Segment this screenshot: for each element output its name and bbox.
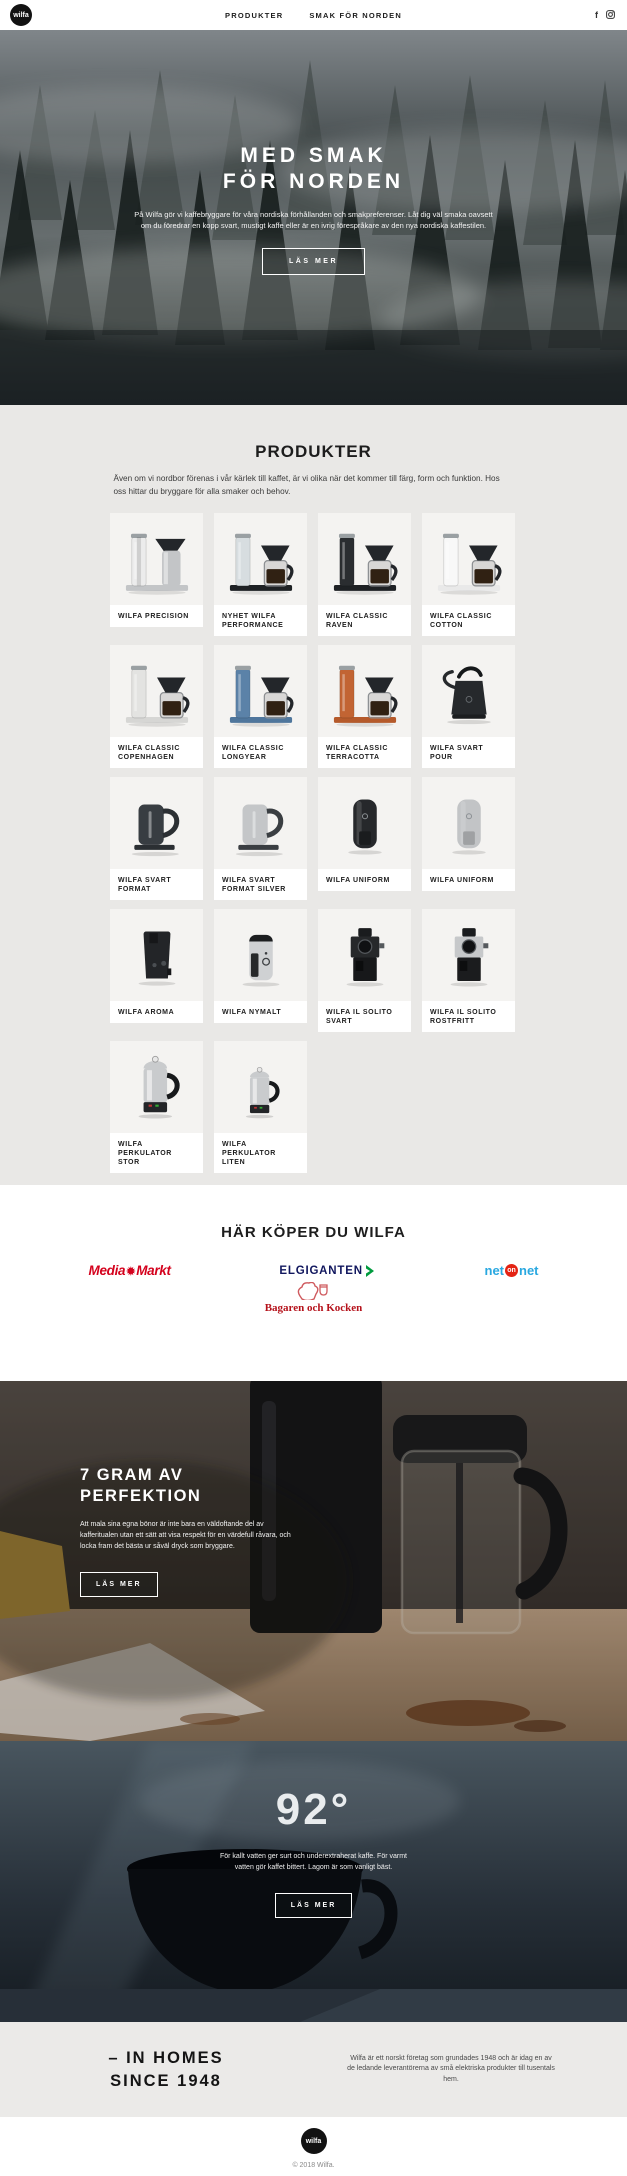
product-image <box>422 909 515 1001</box>
retailer-logo-row-2 <box>0 1282 627 1314</box>
temperature-body-text: För kallt vatten ger surt och underextraherat kaffe. För varmt vatten gör kaffet bittert. Lagom är som vanligt bäst. <box>219 1853 407 1871</box>
mediamarkt-flower-icon: ✹ <box>126 1266 136 1278</box>
product-card[interactable] <box>422 777 515 900</box>
product-image <box>110 909 203 1001</box>
product-name: WILFA NYMALT <box>214 1001 307 1023</box>
hero-read-more-button[interactable]: LÄS MER <box>262 248 365 275</box>
product-card[interactable] <box>214 777 307 900</box>
product-name: WILFA CLASSIC COPENHAGEN <box>110 737 203 768</box>
facebook-icon[interactable]: f <box>595 10 598 20</box>
product-card[interactable] <box>318 645 411 768</box>
product-card[interactable] <box>110 909 203 1032</box>
seven-gram-content <box>80 1465 310 1597</box>
temperature-section <box>0 1741 627 2022</box>
product-image <box>318 909 411 1001</box>
product-card[interactable] <box>318 777 411 900</box>
product-image <box>422 513 515 605</box>
product-name: WILFA CLASSIC COTTON <box>422 605 515 636</box>
product-image <box>110 513 203 605</box>
product-card[interactable] <box>110 645 203 768</box>
site-footer <box>0 2117 627 2176</box>
product-name: WILFA SVART POUR <box>422 737 515 768</box>
product-name: WILFA PERKULATOR LITEN <box>214 1133 307 1173</box>
since-1948-section <box>0 2022 627 2117</box>
product-name: WILFA SVART FORMAT SILVER <box>214 869 307 900</box>
product-image <box>214 909 307 1001</box>
wilfa-logo[interactable]: wilfa <box>10 4 32 26</box>
retailer-logo-row <box>89 1263 539 1278</box>
site-header <box>0 0 627 30</box>
product-name: WILFA CLASSIC LONGYEAR <box>214 737 307 768</box>
product-name: WILFA PERKULATOR STOR <box>110 1133 203 1173</box>
hero-body-text: På Wilfa gör vi kaffebryggare för våra nordiska förhållanden och smakpreferenser. Låt dig väl smaka oavsett om du föredrar en kopp svart, mustigt kaffe eller är en ivrig förespråkare av den nya nordiska kaffestilen. <box>134 210 493 230</box>
retailer-logo-netonnet[interactable]: net on net <box>484 1263 539 1278</box>
product-card[interactable] <box>214 909 307 1032</box>
hero-section <box>0 30 627 405</box>
product-image <box>318 513 411 605</box>
product-name: WILFA CLASSIC RAVEN <box>318 605 411 636</box>
product-card[interactable] <box>110 777 203 900</box>
product-card[interactable] <box>110 1041 203 1173</box>
product-name: WILFA IL SOLITO SVART <box>318 1001 411 1032</box>
product-card[interactable] <box>214 645 307 768</box>
nav-item-1[interactable]: SMAK FÖR NORDEN <box>309 10 402 20</box>
product-name: WILFA SVART FORMAT <box>110 869 203 900</box>
products-intro: Även om vi nordbor förenas i vår kärlek till kaffet, är vi olika när det kommer till färg, form och funktion. Hos oss hittar du bryggare för alla smaker och behov. <box>113 474 500 496</box>
product-name: WILFA PRECISION <box>110 605 203 627</box>
product-name: WILFA AROMA <box>110 1001 203 1023</box>
products-section <box>0 405 627 1185</box>
product-card[interactable] <box>422 645 515 768</box>
seven-gram-section <box>0 1381 627 1741</box>
retailers-title: HÄR KÖPER DU WILFA <box>221 1224 406 1241</box>
product-image <box>214 1041 307 1133</box>
instagram-icon[interactable] <box>606 6 615 24</box>
product-card[interactable] <box>422 513 515 636</box>
products-title: PRODUKTER <box>255 442 372 461</box>
since-1948-title: – IN HOMES SINCE 1948 <box>108 2048 224 2090</box>
social-links <box>595 0 615 30</box>
product-name: WILFA IL SOLITO ROSTFRITT <box>422 1001 515 1032</box>
main-nav <box>0 11 627 20</box>
product-grid <box>110 513 517 1173</box>
retailer-logo-mediamarkt[interactable]: Media✹Markt <box>88 1263 171 1278</box>
product-image <box>214 777 307 869</box>
nav-item-0[interactable]: PRODUKTER <box>225 10 284 20</box>
product-card[interactable] <box>422 909 515 1032</box>
netonnet-on-badge: on <box>505 1264 518 1277</box>
copyright-text: © 2018 Wilfa. <box>292 2162 335 2169</box>
seven-gram-body-text: Att mala sina egna bönor är inte bara en väldoftande del av kafferitualen utan ett sätt att visa respekt för en värdefull råvara, och locka fram det bästa ur såväl dryck som bryggare. <box>80 1521 291 1550</box>
product-name: WILFA CLASSIC TERRACOTTA <box>318 737 411 768</box>
product-image <box>422 645 515 737</box>
retailer-logo-elgiganten[interactable]: ELGIGANTEN <box>279 1264 375 1278</box>
temperature-read-more-button[interactable]: LÄS MER <box>275 1893 353 1918</box>
product-card[interactable] <box>214 1041 307 1173</box>
product-image <box>318 777 411 869</box>
temperature-title: 92° <box>275 1785 352 1834</box>
product-image <box>110 645 203 737</box>
product-name: WILFA UNIFORM <box>422 869 515 891</box>
product-image <box>110 1041 203 1133</box>
product-card[interactable] <box>318 909 411 1032</box>
hero-title: MED SMAK FÖR NORDEN <box>222 144 405 193</box>
since-1948-body-text: Wilfa är ett norskt företag som grundades 1948 och är idag en av de ledande leverantörerna av små elektriska produkter till tusentals hem. <box>347 2054 555 2083</box>
hero-content <box>0 143 627 275</box>
product-name: NYHET WILFA PERFORMANCE <box>214 605 307 636</box>
seven-gram-read-more-button[interactable]: LÄS MER <box>80 1572 158 1597</box>
temperature-content <box>0 1785 627 1918</box>
product-card[interactable] <box>110 513 203 636</box>
product-image <box>110 777 203 869</box>
product-image <box>214 645 307 737</box>
elgiganten-arrow-icon <box>365 1264 376 1278</box>
product-image <box>422 777 515 869</box>
product-card[interactable] <box>318 513 411 636</box>
seven-gram-title: 7 GRAM AV PERFEKTION <box>80 1466 202 1505</box>
product-image <box>318 645 411 737</box>
bagaren-chef-icon <box>296 1282 330 1300</box>
product-card[interactable] <box>214 513 307 636</box>
retailer-logo-bagaren[interactable]: Bagaren och Kocken <box>265 1282 363 1314</box>
product-name: WILFA UNIFORM <box>318 869 411 891</box>
footer-wilfa-logo[interactable]: wilfa <box>301 2128 327 2154</box>
retailers-section <box>0 1185 627 1381</box>
product-image <box>214 513 307 605</box>
